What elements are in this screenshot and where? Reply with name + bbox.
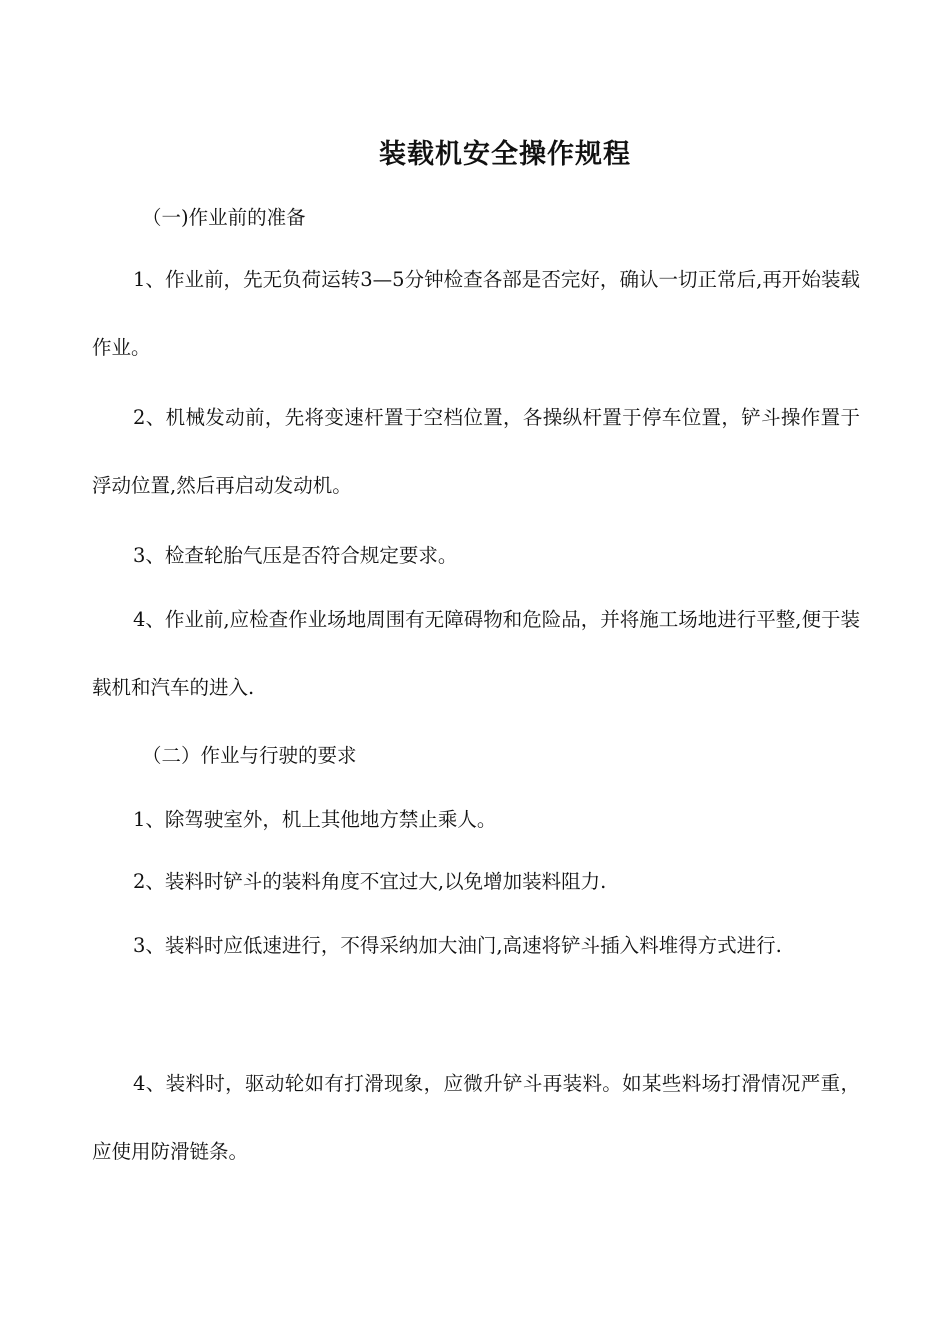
- paragraph-1-3: 3、检查轮胎气压是否符合规定要求。: [133, 544, 458, 567]
- paragraph-1-1: 1、作业前，先无负荷运转3—5分钟检查各部是否完好，确认一切正常后,再开始装载作业。: [92, 268, 860, 359]
- paragraph-1-2: 2、机械发动前，先将变速杆置于空档位置，各操纵杆置于停车位置，铲斗操作置于浮动位置,然后再启动发动机。: [92, 406, 860, 497]
- paragraph-1-4: 4、作业前,应检查作业场地周围有无障碍物和危险品，并将施工场地进行平整,便于装载机和汽车的进入.: [92, 608, 860, 699]
- paragraph-2-3: 3、装料时应低速进行，不得采纳加大油门,高速将铲斗插入料堆得方式进行.: [133, 934, 782, 957]
- paragraph-2-1: 1、除驾驶室外，机上其他地方禁止乘人。: [133, 808, 497, 831]
- paragraph-2-4: 4、装料时，驱动轮如有打滑现象，应微升铲斗再装料。如某些料场打滑情况严重，应使用防滑链条。: [92, 1072, 860, 1163]
- paragraph-2-2: 2、装料时铲斗的装料角度不宜过大,以免增加装料阻力.: [133, 870, 607, 893]
- document-title: 装载机安全操作规程: [379, 139, 631, 170]
- section-heading-2: （二）作业与行驶的要求: [142, 744, 357, 767]
- section-heading-1: （一)作业前的准备: [142, 206, 306, 229]
